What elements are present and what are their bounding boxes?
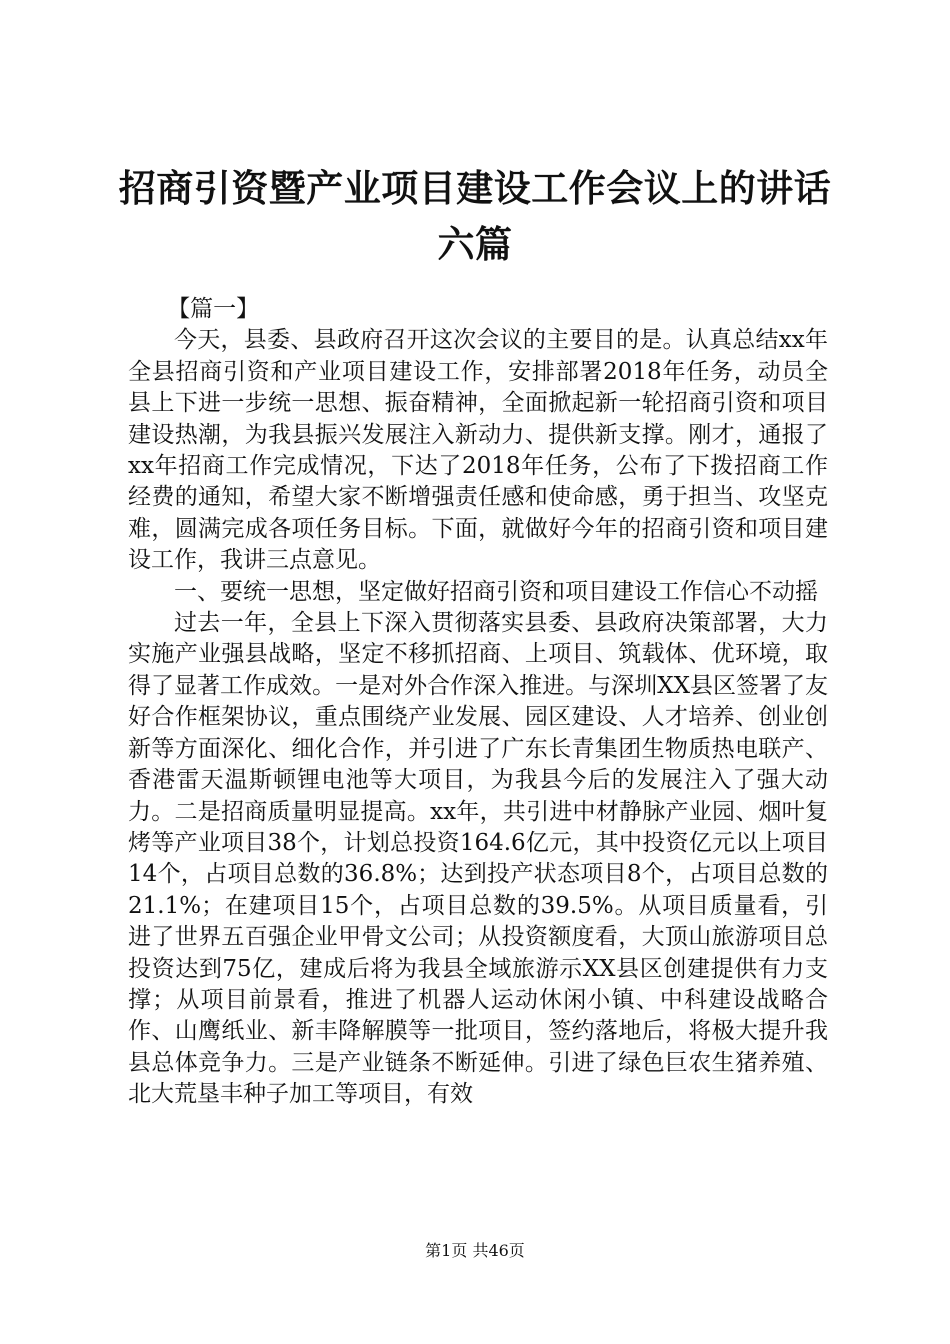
paragraph-heading-1: 一、要统一思想，坚定做好招商引资和项目建设工作信心不动摇 xyxy=(174,578,818,605)
document-body xyxy=(128,294,828,1111)
section-tag: 【篇一】 xyxy=(167,296,260,322)
page-footer: 第1页 共46页 xyxy=(425,1241,525,1260)
paragraph-review: 过去一年，全县上下深入贯彻落实县委、县政府决策部署，大力实施产业强县战略，坚定不移抓招商、上项目、筑载体、优环境，取得了显著工作成效。一是对外合作深入推进。与深圳XX县区签署了友好合作框架协议，重点围绕产业发展、园区建设、人才培养、创业创新等方面深化、细化合作，并引进了广东长青集团生物质热电联产、香港雷天温斯顿锂电池等大项目，为我县今后的发展注入了强大动力。二是招商质量明显提高。xx年，共引进中材静脉产业园、烟叶复烤等产业项目38个，计划总投资164.6亿元，其中投资亿元以上项目14个，占项目总数的36.8%；达到投产状态项目8个，占项目总数的21.1%；在建项目15个，占项目总数的39.5%。从项目质量看，引进了世界五百强企业甲骨文公司；从投资额度看，大顶山旅游项目总投资达到75亿，建成后将为我县全域旅游示XX县区创建提供有力支撑；从项目前景看，推进了机器人运动休闲小镇、中科建设战略合作、山鹰纸业、新丰降解膜等一批项目，签约落地后，将极大提升我县总体竞争力。三是产业链条不断延伸。引进了绿色巨农生猪养殖、北大荒垦丰种子加工等项目，有效 xyxy=(128,610,828,1108)
paragraph-intro: 今天，县委、县政府召开这次会议的主要目的是。认真总结xx年全县招商引资和产业项目建设工作，安排部署2018年任务，动员全县上下进一步统一思想、振奋精神，全面掀起新一轮招商引资和项目建设热潮，为我县振兴发展注入新动力、提供新支撑。刚才，通报了xx年招商工作完成情况，下达了2018年任务，公布了下拨招商工作经费的通知，希望大家不断增强责任感和使命感，勇于担当、攻坚克难，圆满完成各项任务目标。下面，就做好今年的招商引资和项目建设工作，我讲三点意见。 xyxy=(128,327,828,574)
document-title: 招商引资暨产业项目建设工作会议上的讲话六篇 xyxy=(118,166,832,266)
